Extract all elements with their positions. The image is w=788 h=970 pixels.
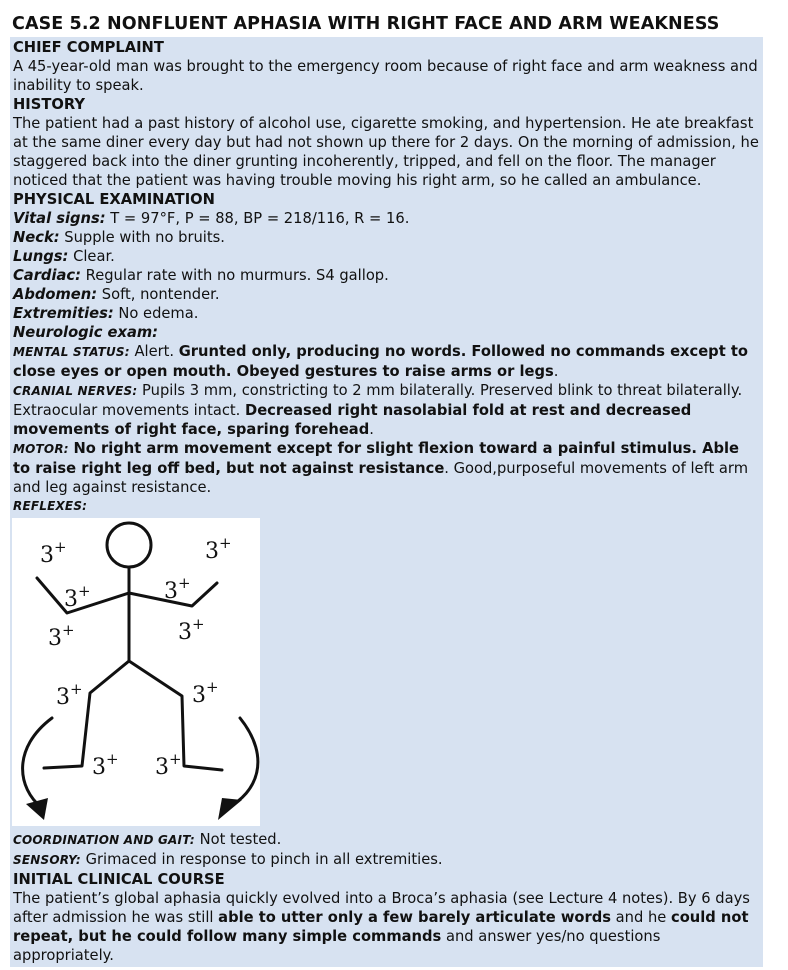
reflexes-label: REFLEXES: [13,499,88,513]
coordination-line [13,830,761,850]
history-heading: HISTORY [13,96,85,113]
course-text-2: and he [615,909,667,926]
cranial-nerves-label: CRANIAL NERVES: [13,384,138,398]
motor-plain: . Good,purposeful movements of left arm and leg against resistance. [13,460,749,496]
reflex-grade-jaw-right: 3+ [40,538,67,568]
vital-signs-line [13,209,761,228]
figure-right-foot-arrow [23,718,52,808]
reflex-grade-left-ankle: 3+ [155,750,182,780]
reflex-grade-right-biceps: 3+ [64,582,91,612]
reflex-grade-left-brachioradialis: 3+ [178,615,205,645]
course-text-1: The patient’s global aphasia quickly evolved into a Broca’s aphasia (see Lecture 4 notes). By 6 days after admission he was still [13,890,750,926]
history-text: The patient had a past history of alcohol use, cigarette smoking, and hypertension. He ate breakfast at the same diner every day but had not shown up there for 2 days. On the morning of admission, he staggered back into the diner grunting incoherently, tripped, and fell on the floor. The manager noticed that the patient was having trouble moving his right arm, so he called an ambulance. [13,115,759,189]
sensory-line [13,850,761,870]
figure-left-foot-arrow [227,718,258,808]
lungs-line [13,247,761,266]
coordination-value: Not tested. [199,831,282,848]
reflex-grade-right-brachioradialis: 3+ [48,621,75,651]
cranial-nerves-findings: Decreased right nasolabial fold at rest and decreased movements of right face, sparing forehead [13,402,692,438]
left-plantar-arrowhead [218,798,242,820]
clinical-course-heading: INITIAL CLINICAL COURSE [13,871,225,888]
abdomen-line [13,285,761,304]
mental-status-label: MENTAL STATUS: [13,345,130,359]
mental-status-paragraph [13,342,761,381]
reflex-grade-jaw-left: 3+ [205,534,232,564]
neck-label: Neck: [13,229,60,246]
cardiac-label: Cardiac: [13,267,81,284]
cardiac-value: Regular rate with no murmurs. S4 gallop. [85,267,389,284]
course-text-3: and answer yes/no questions appropriately. [13,928,661,964]
lungs-label: Lungs: [13,248,69,265]
vital-signs-label: Vital signs: [13,210,106,227]
case-title: CASE 5.2 NONFLUENT APHASIA WITH RIGHT FACE AND ARM WEAKNESS [12,14,720,34]
cardiac-line [13,266,761,285]
reflex-grade-right-knee: 3+ [56,680,83,710]
case-content [13,38,761,965]
right-plantar-arrowhead [26,798,48,820]
reflex-grade-right-ankle: 3+ [92,750,119,780]
mental-status-findings: Grunted only, producing no words. Followed no commands except to close eyes or open mouth. Obeyed gestures to raise arms or legs [13,343,748,380]
chief-complaint-heading: CHIEF COMPLAINT [13,39,164,56]
motor-paragraph [13,439,761,497]
clinical-course-text [13,889,761,965]
motor-label: MOTOR: [13,442,69,456]
neuro-exam-heading: Neurologic exam: [13,324,159,341]
extremities-label: Extremities: [13,305,114,322]
course-bold-1: able to utter only a few barely articulate words [218,909,611,926]
mental-status-end: . [553,363,559,380]
course-bold-2: could not repeat, but he could follow many simple commands [13,909,749,945]
lungs-value: Clear. [73,248,115,265]
reflex-grade-left-biceps: 3+ [164,574,191,604]
reflex-grade-left-knee: 3+ [192,678,219,708]
extremities-line [13,304,761,323]
abdomen-label: Abdomen: [13,286,98,303]
motor-findings: No right arm movement except for slight flexion toward a painful stimulus. Able to raise right leg off bed, but not against resistance [13,440,739,477]
extremities-value: No edema. [118,305,199,322]
physical-exam-heading: PHYSICAL EXAMINATION [13,191,215,208]
cranial-nerves-plain: Pupils 3 mm, constricting to 2 mm bilaterally. Preserved blink to threat bilaterally. Extraocular movements intact. [13,382,743,419]
vital-signs-value: T = 97°F, P = 88, BP = 218/116, R = 16. [110,210,410,227]
sensory-value: Grimaced in response to pinch in all extremities. [85,851,443,868]
mental-status-plain: Alert. [134,343,175,360]
abdomen-value: Soft, nontender. [101,286,220,303]
neck-value: Supple with no bruits. [64,229,225,246]
figure-head [107,523,151,567]
coordination-label: COORDINATION AND GAIT: [13,833,195,847]
neck-line [13,228,761,247]
sensory-label: SENSORY: [13,853,81,867]
cranial-nerves-paragraph [13,381,761,439]
reflex-stick-figure [12,518,260,826]
cranial-nerves-end: . [369,421,374,438]
chief-complaint-text: A 45-year-old man was brought to the emergency room because of right face and arm weakness and inability to speak. [13,58,758,94]
